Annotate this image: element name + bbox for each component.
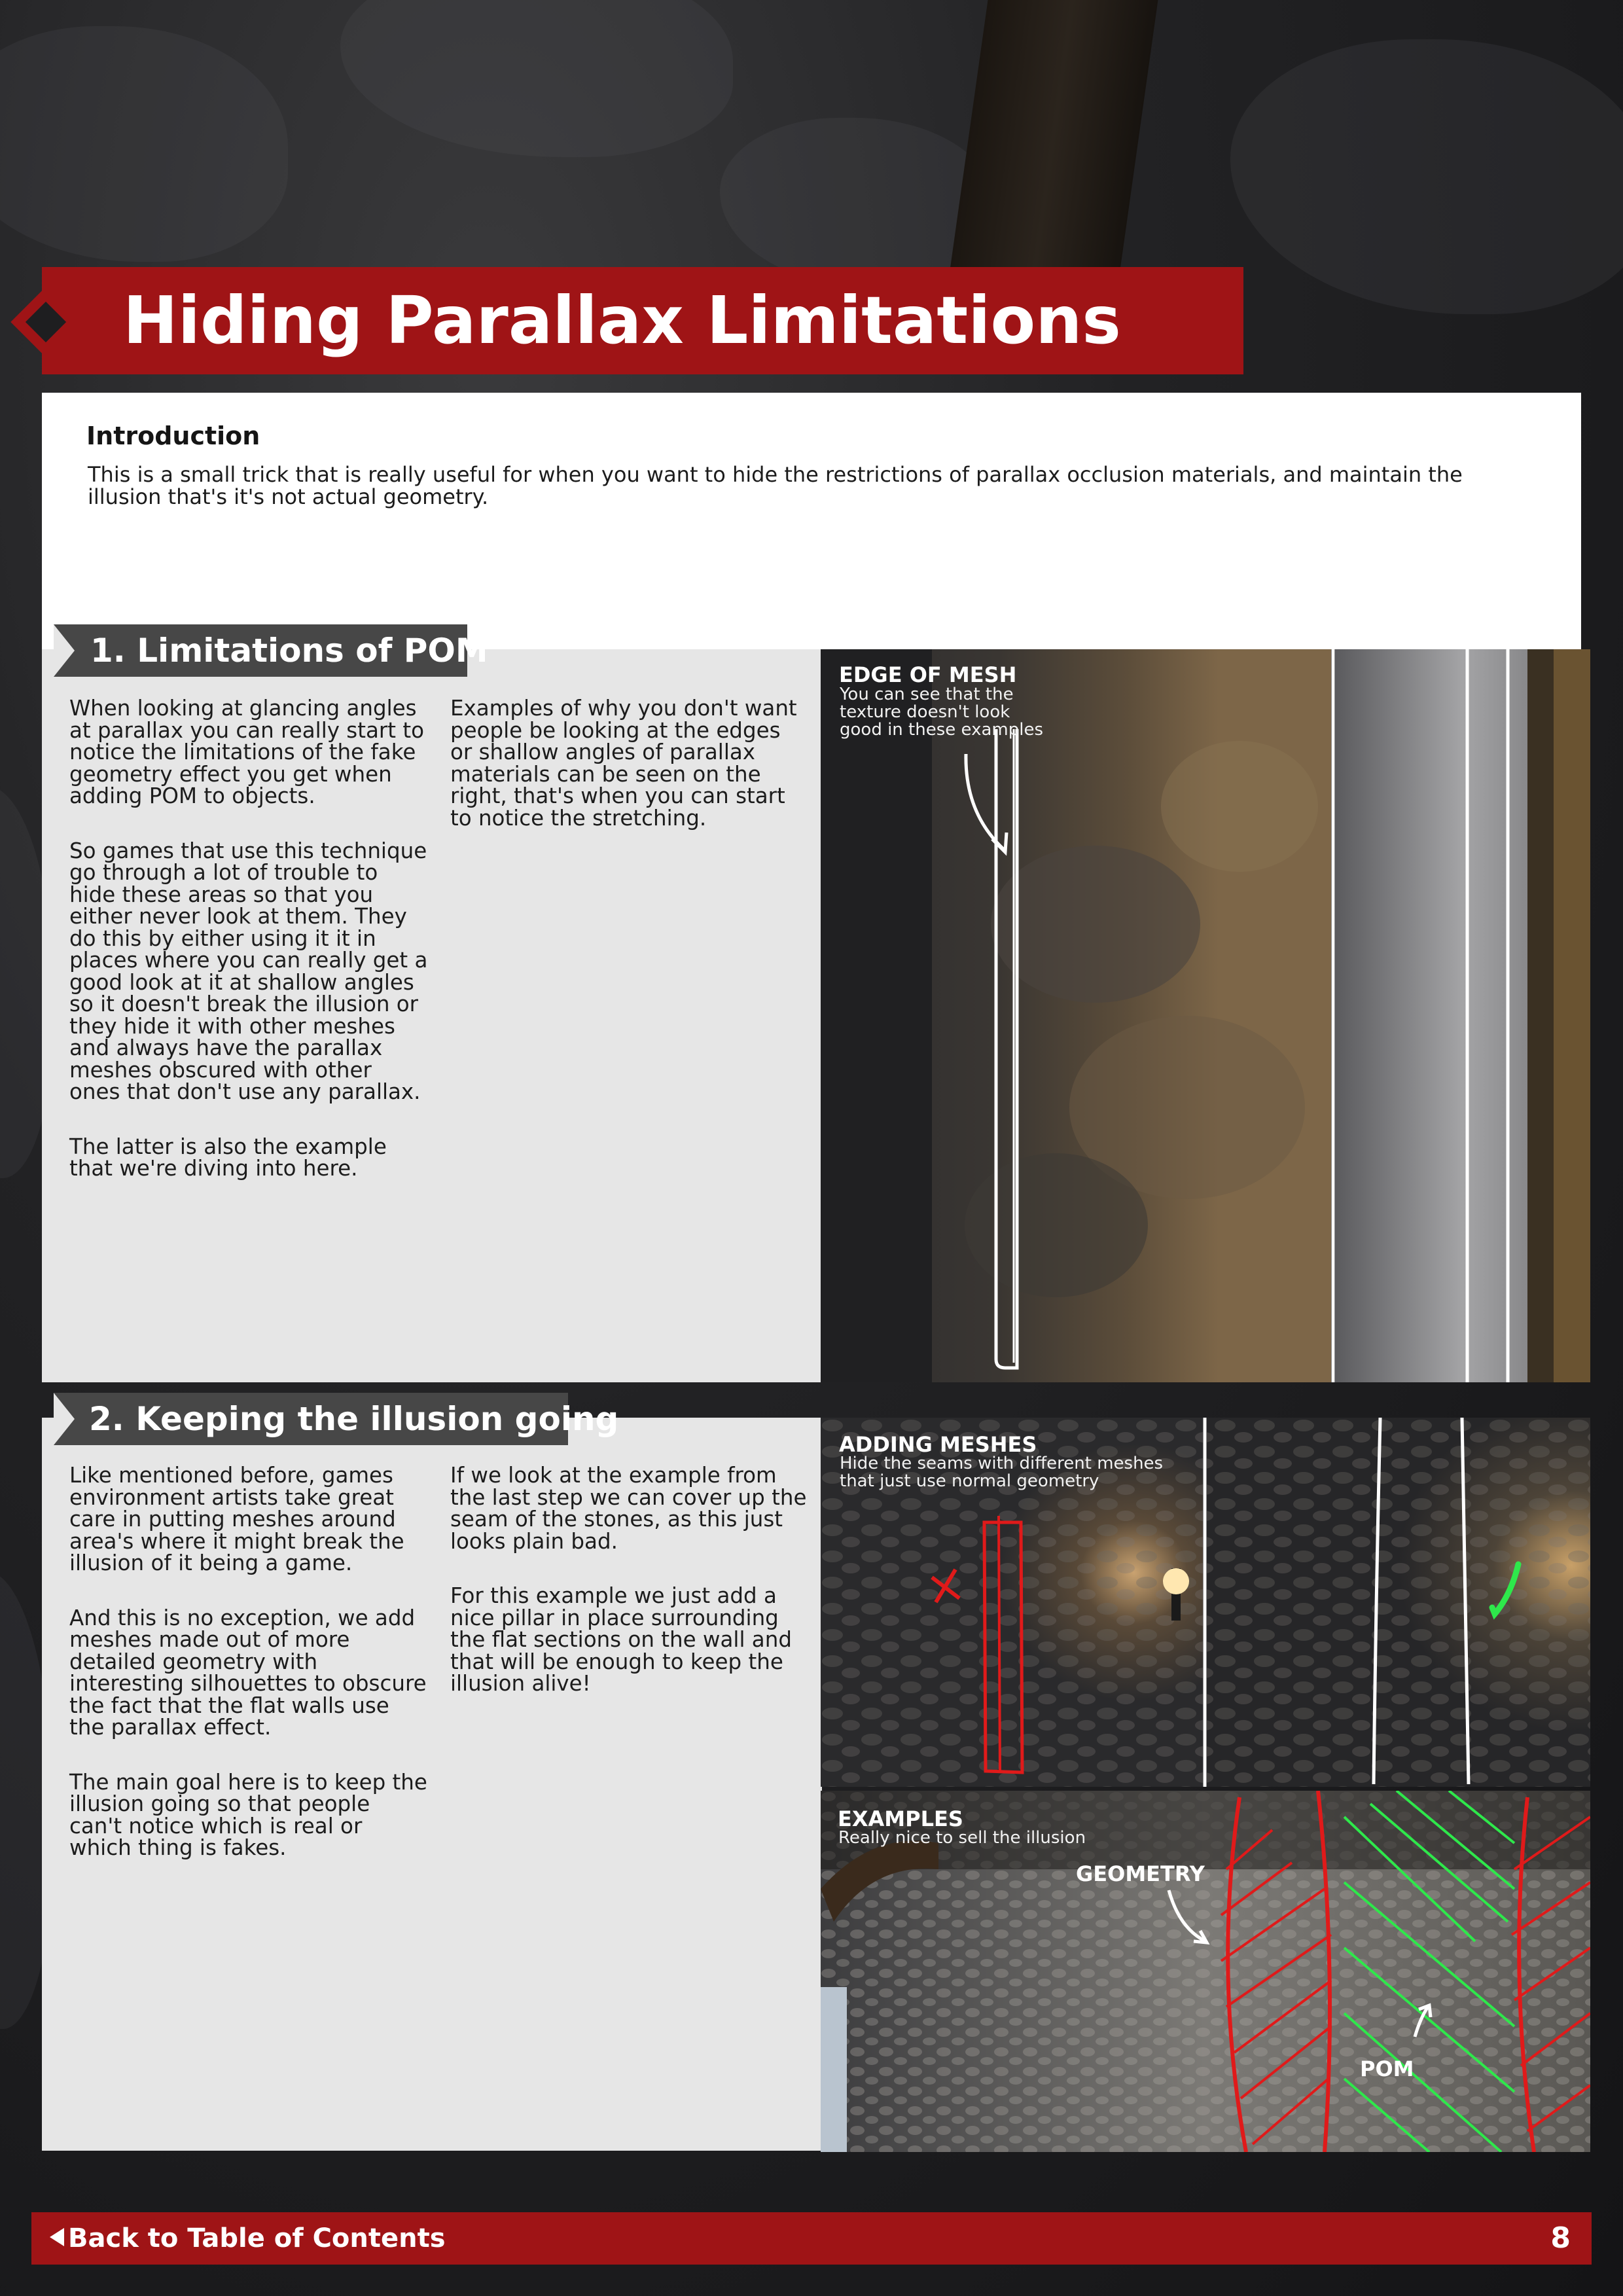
intro-heading: Introduction <box>86 422 260 450</box>
section-2-column-2 <box>450 1465 809 1728</box>
back-to-toc-link[interactable] <box>50 2212 446 2265</box>
examples-title: EXAMPLES <box>838 1806 963 1831</box>
paragraph: Like mentioned before, games environment artists take great care in putting meshes around area's where it might break the illusion of it being a game. <box>69 1463 404 1575</box>
back-to-toc-label: Back to Table of Contents <box>68 2223 446 2253</box>
geometry-label: GEOMETRY <box>1076 1861 1205 1886</box>
section-1-column-2 <box>450 698 809 862</box>
back-arrow-icon <box>50 2228 64 2246</box>
adding-meshes-title: ADDING MESHES <box>839 1432 1037 1457</box>
paragraph: If we look at the example from the last step we can cover up the seam of the stones, as this just looks plain bad. <box>450 1463 807 1554</box>
paragraph: The main goal here is to keep the illusion going so that people can't notice which is real or which thing is fakes. <box>69 1769 427 1860</box>
section-2-column-1 <box>69 1465 428 1892</box>
pom-label: POM <box>1360 2056 1414 2081</box>
edge-of-mesh-subtitle: You can see that the texture doesn't look good in these examples <box>840 685 1043 740</box>
intro-box <box>42 393 1581 649</box>
paragraph: Examples of why you don't want people be looking at the edges or shallow angles of parallax materials can be seen on the right, that's when you can start to notice the stretching. <box>450 696 797 831</box>
paragraph: When looking at glancing angles at parallax you can really start to notice the limitations of the fake geometry effect you get when adding POM to objects. <box>69 696 424 808</box>
edge-of-mesh-title: EDGE OF MESH <box>839 662 1017 687</box>
page-title: Hiding Parallax Limitations <box>123 282 1121 359</box>
paragraph: And this is no exception, we add meshes made out of more detailed geometry with interesting silhouettes to obscure the fact that the flat walls use the parallax effect. <box>69 1605 427 1740</box>
page-number: 8 <box>1550 2221 1571 2255</box>
examples-subtitle: Really nice to sell the illusion <box>838 1828 1086 1848</box>
paragraph: For this example we just add a nice pillar in place surrounding the flat sections on the wall and that will be enough to keep the illusion alive! <box>450 1583 792 1696</box>
diamond-icon <box>7 283 85 361</box>
edge-of-mesh-image <box>821 649 1590 1382</box>
paragraph: The latter is also the example that we're diving into here. <box>69 1134 387 1181</box>
section-1-heading: 1. Limitations of POM <box>90 632 488 670</box>
section-2-heading: 2. Keeping the illusion going <box>89 1400 619 1438</box>
adding-meshes-subtitle: Hide the seams with different meshes that just use normal geometry <box>840 1454 1164 1491</box>
section-1-column-1 <box>69 698 428 1213</box>
paragraph: So games that use this technique go through a lot of trouble to hide these areas so that you either never look at them. They do this by either using it it in places where you can really get a good look at it at shallow angles so it doesn't break the illusion or they hide it with other meshes and always have the parallax meshes obscured with other ones that don't use any parallax. <box>69 838 428 1104</box>
intro-text: This is a small trick that is really useful for when you want to hide the restrictions of parallax occlusion materials, and maintain the illusion that's it's not actual geometry. <box>88 462 1463 509</box>
